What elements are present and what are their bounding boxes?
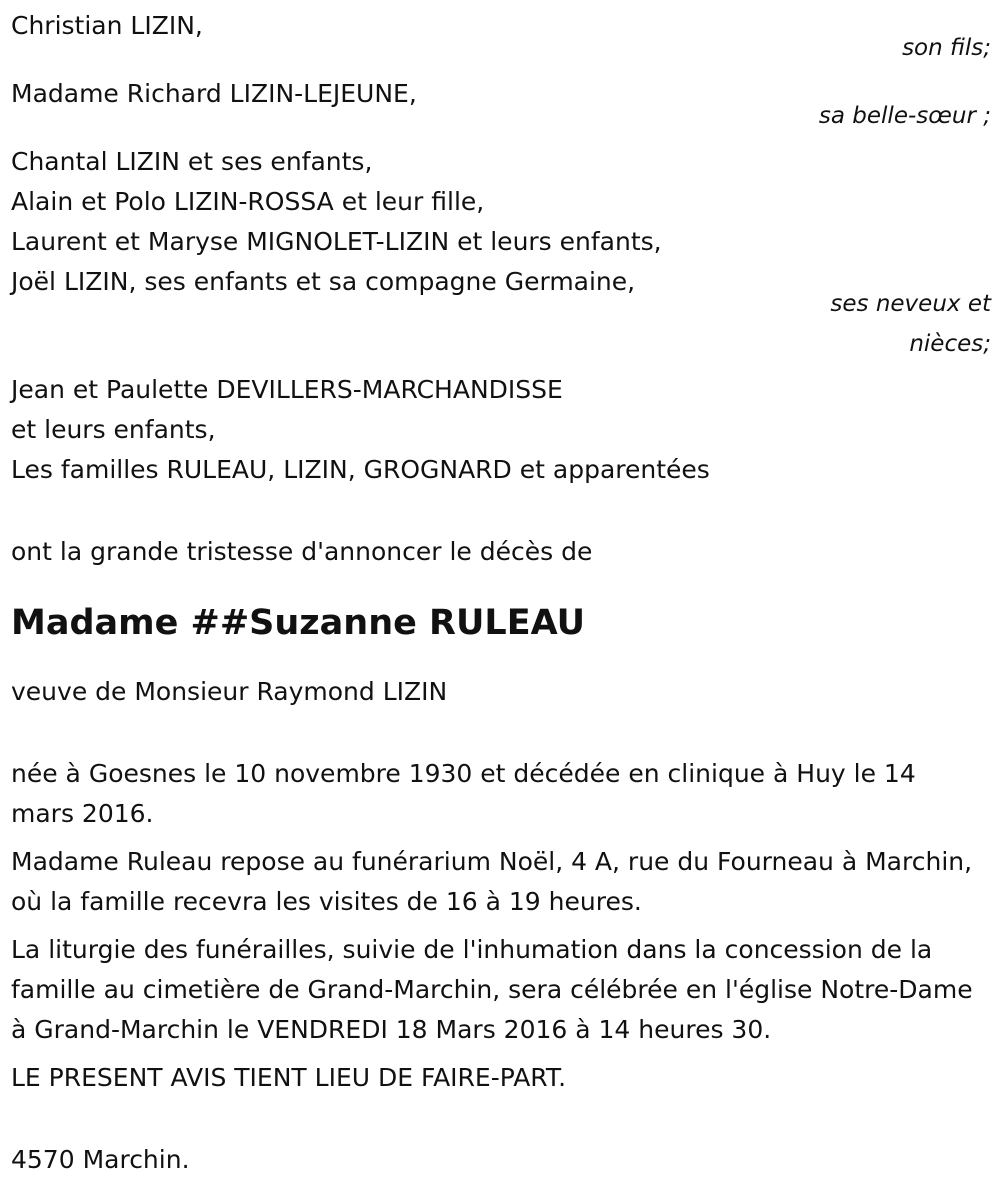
family-member-name: Laurent et Maryse MIGNOLET-LIZIN et leurs enfants, xyxy=(11,227,662,256)
funeral-text: La liturgie des funérailles, suivie de l'inhumation dans la concession de la famille au cimetière de Grand-Marchin, sera célébrée en l'église Notre-Dame à Grand-Marchin le VENDREDI 18 Mars 2016 à 14 heures 30. xyxy=(11,935,973,1044)
family-relation: sa belle-sœur ; xyxy=(818,103,991,129)
family-member-name: Christian LIZIN, xyxy=(11,11,203,40)
notice-text: LE PRESENT AVIS TIENT LIEU DE FAIRE-PART. xyxy=(11,1063,567,1092)
family-member-name: Jean et Paulette DEVILLERS-MARCHANDISSE xyxy=(11,375,563,404)
family-member-name: Alain et Polo LIZIN-ROSSA et leur fille, xyxy=(11,187,485,216)
widow-of-text: veuve de Monsieur Raymond LIZIN xyxy=(11,677,448,706)
deceased-name: Madame ##Suzanne RULEAU xyxy=(11,603,586,643)
family-relation: nièces; xyxy=(909,331,991,357)
family-relation: son fils; xyxy=(902,35,991,61)
birth-death-text: née à Goesnes le 10 novembre 1930 et décédée en clinique à Huy le 14 mars 2016. xyxy=(11,759,916,828)
announcement-text: ont la grande tristesse d'annoncer le décès de xyxy=(11,537,593,566)
family-member-name: Les familles RULEAU, LIZIN, GROGNARD et apparentées xyxy=(11,455,710,484)
family-member-name: Joël LIZIN, ses enfants et sa compagne Germaine, xyxy=(11,267,636,296)
obituary-notice xyxy=(11,6,991,1180)
family-member-name: et leurs enfants, xyxy=(11,415,216,444)
family-member-name: Madame Richard LIZIN-LEJEUNE, xyxy=(11,79,417,108)
family-member-name: Chantal LIZIN et ses enfants, xyxy=(11,147,373,176)
rest-location-text: Madame Ruleau repose au funérarium Noël, 4 A, rue du Fourneau à Marchin, où la famille recevra les visites de 16 à 19 heures. xyxy=(11,847,973,916)
address-text: 4570 Marchin. xyxy=(11,1145,190,1174)
family-relation: ses neveux et xyxy=(830,291,991,317)
